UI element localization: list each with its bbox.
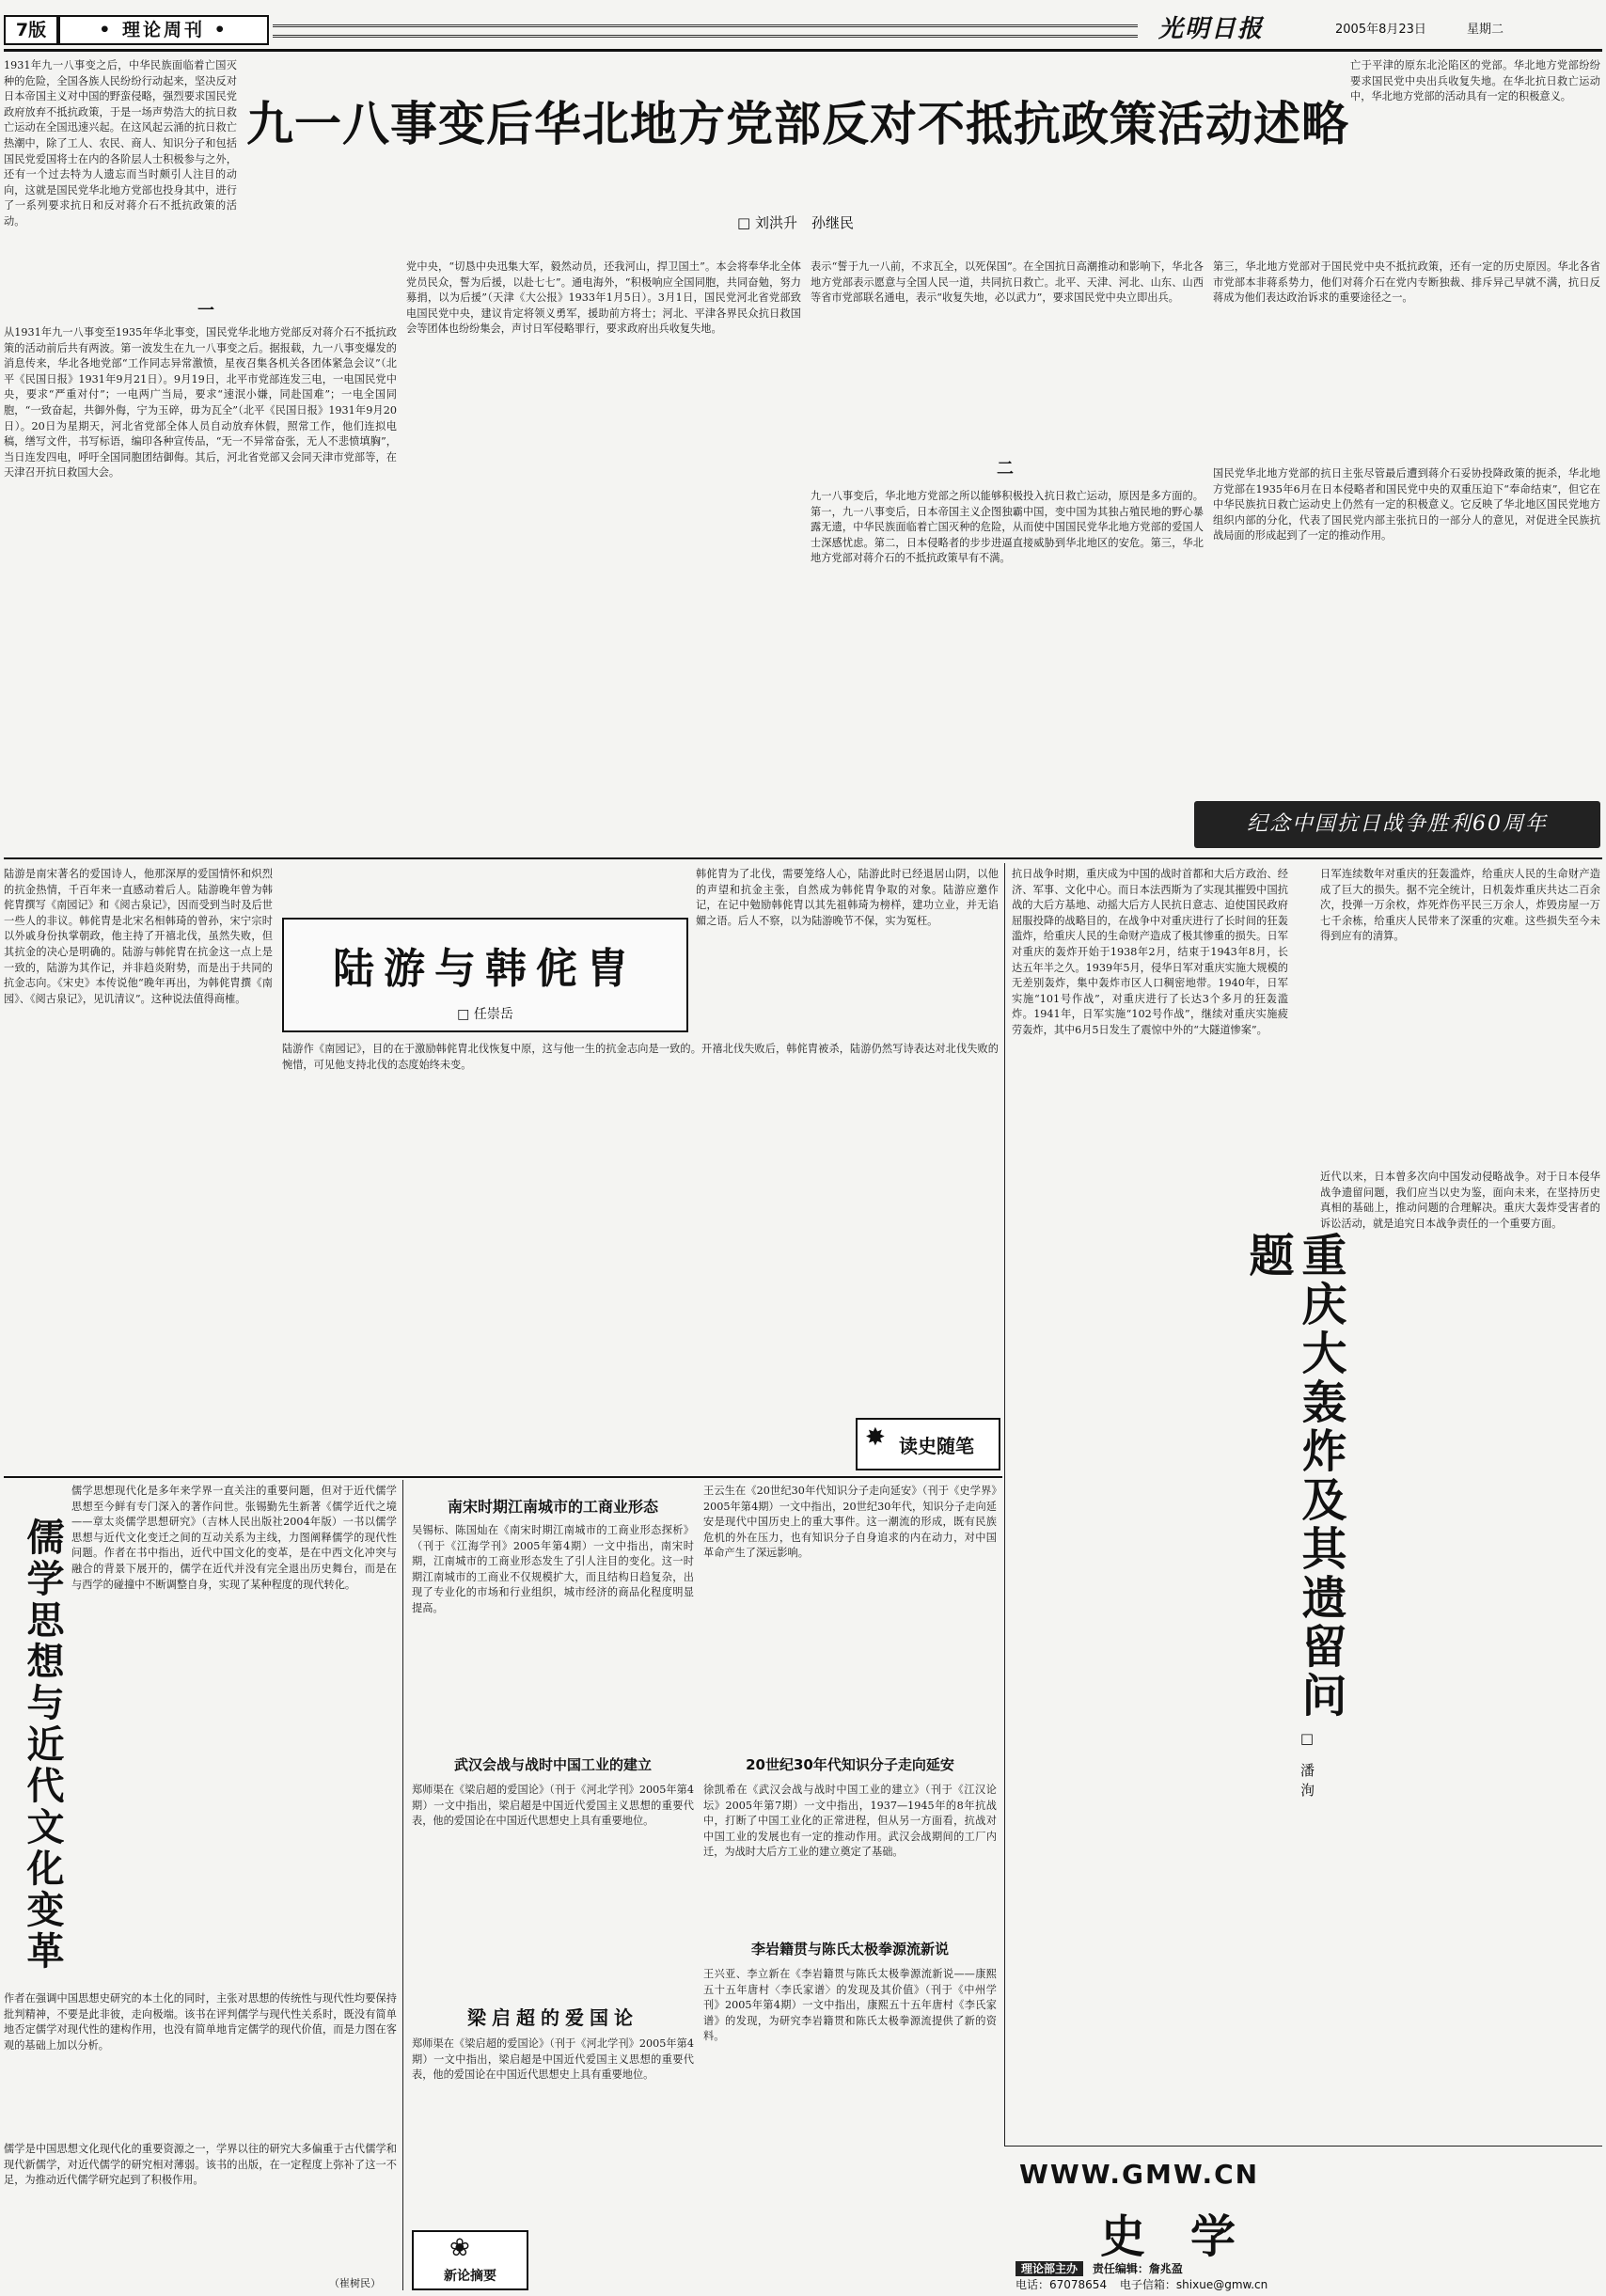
article1-right-top: 亡于平津的原东北沦陷区的党部。华北地方党部纷纷要求国民党中央出兵收复失地。在华北抗日救亡运动中，华北地方党部的活动具有一定的积极意义。 [1350, 59, 1600, 103]
masthead-ornament [273, 24, 1138, 38]
digest-item1-title: 南宋时期江南城市的工商业形态 [447, 1498, 658, 1516]
divider-upper [4, 857, 1602, 859]
article4-col3: 儒学是中国思想文化现代化的重要资源之一，学界以往的研究大多偏重于古代儒学和现代新儒学，对近代儒学的研究相对薄弱。该书的出版，在一定程度上弥补了这一不足，为推动近代儒学研究起到了积极作用。 [4, 2143, 397, 2187]
issue-date: 2005年8月23日 [1335, 23, 1426, 37]
article1-byline: □ 刘洪升 孙继民 [737, 214, 854, 231]
digest-item4-title: 梁启超的爱国论 [467, 2006, 638, 2029]
article1-col5: 九一八事变后，华北地方党部之所以能够积极投入抗日救亡运动，原因是多方面的。第一，九一八事变后，日本帝国主义企图独霸中国，变中国为其独占殖民地的野心暴露无遗，中华民族面临着亡国灭种的危险，从而使中国国民党华北地方党部的爱国人士深感忧虑。第二，日本侵略者的步步进逼直接威胁到华北地区的安危。第三，华北地方党部对蒋介石的不抵抗政策早有不满。 [811, 490, 1204, 565]
anniversary-banner-text: 纪念中国抗日战争胜利60周年 [1247, 812, 1548, 836]
article3-col3: 近代以来，日本曾多次向中国发动侵略战争。对于日本侵华战争遗留问题，我们应当以史为鉴，面向未来，在坚持历史真相的基础上，推动问题的合理解决。重庆大轰炸受害者的诉讼活动，就是追究日本战争责任的一个重要方面。 [1320, 1171, 1600, 1230]
digest-stamp [412, 2230, 528, 2290]
section-number-2: 二 [997, 459, 1014, 479]
contact-phone: 电话：67078654 [1016, 2278, 1108, 2291]
edition-number: 7版 [15, 20, 47, 40]
anniversary-banner [1194, 801, 1600, 848]
article2-col-c: 陆游作《南园记》，目的在于激励韩侂胄北伐恢复中原，这与他一生的抗金志向是一致的。开禧北伐失败后，韩侂胄被杀，陆游仍然写诗表达对北伐失败的惋惜，可见他支持北伐的态度始终未变。 [282, 1043, 999, 1071]
article1-col4: 第三，华北地方党部对于国民党中央不抵抗政策，还有一定的历史原因。华北各省市党部本非蒋系势力，他们对蒋介石在党内专断独裁、排斥异己早就不满，抗日反蒋成为他们表达政治诉求的重要途径之一。 [1213, 260, 1600, 305]
editor-name: 责任编辑：詹兆盈 [1092, 2262, 1183, 2275]
footer-credits [1016, 2260, 1598, 2290]
dept-label: 理论部主办 [1016, 2261, 1083, 2276]
article1-right-col: 国民党华北地方党部的抗日主张尽管最后遭到蒋介石妥协投降政策的扼杀，华北地方党部在1935年6月在日本侵略者和国民党中央的双重压迫下“奉命结束”，但它在中华民族抗日救亡运动史上仍然有一定的积极意义。它反映了华北地区国民党地方组织内部的分化，代表了国民党内部主张抗日的一部分人的意见，对促进全民族抗战局面的形成起到了一定的推动作用。 [1213, 467, 1600, 543]
article3-byline: □ 潘洵 [1299, 1730, 1315, 1802]
section-badge [58, 15, 269, 45]
article2-byline: □ 任崇岳 [457, 1007, 513, 1022]
article3-headline: 重庆大轰炸及其遗留问题 [1241, 1232, 1346, 1721]
article1-lead: 1931年九一八事变之后，中华民族面临着亡国灭种的危险，全国各族人民纷纷行动起来，坚决反对日本帝国主义对中国的野蛮侵略，强烈要求国民党政府放弃不抵抗政策，于是一场声势浩大的抗日救亡运动在全国迅速兴起。在这风起云涌的抗日救亡热潮中，除了工人、农民、商人、知识分子和包括国民党爱国将士在内的各阶层人士积极参与之外，还有一个过去特为人遗忘而当时颇引人注目的动向，这就是国民党华北地方党部也投身其中，进行了一系列要求抗日和反对蒋介石不抵抗政策的活动。 [4, 59, 237, 228]
article4-col1: 儒学思想现代化是多年来学界一直关注的重要问题，但对于近代儒学思想至今鲜有专门深入的著作问世。张锡勤先生新著《儒学近代之境——章太炎儒学思想研究》（吉林人民出版社2004年版）一书以儒学思想与近代文化变迁之间的互动关系为主线，力图阐释儒学的现代性问题。作者在书中指出，近代中国文化的变革，是在中西文化冲突与融合的背景下展开的，儒学在近代并没有完全退出历史舞台，而是在与西学的碰撞中不断调整自身，实现了某种程度的现代转化。 [71, 1485, 397, 1591]
article4-col2: 作者在强调中国思想史研究的本土化的同时，主张对思想的传统性与现代性均要保持批判精神，不要是此非彼，走向极端。该书在评判儒学与现代性关系时，既没有简单地否定儒学对现代性的建构作用，也没有简单地肯定儒学的现代价值，而是力图在客观的基础上加以分析。 [4, 1992, 397, 2052]
divider-chongqing-left [1004, 863, 1005, 2146]
digest-item1-body-cont: 王云生在《20世纪30年代知识分子走向延安》（刊于《史学界》2005年第4期）一文中指出，20世纪30年代，知识分子走向延安是现代中国历史上的重大事件。这一潮流的形成，既有民族危机的外在压力，也有知识分子自身追求的内在动力，对中国革命产生了深远影响。 [703, 1485, 997, 1560]
paper-logo: 光明日报 [1158, 15, 1265, 43]
masthead [0, 0, 1606, 56]
digest-item5-body: 王兴亚、李立新在《李岩籍贯与陈氏太极拳源流新说——康熙五十五年唐村〈李氏家谱〉的发现及其价值》（刊于《中州学刊》2005年第4期）一文中指出，康熙五十五年唐村《李氏家谱》的发现，为研究李岩籍贯和陈氏太极拳源流提供了新的资料。 [703, 1968, 997, 2043]
digest-stamp-label: 新论摘要 [444, 2269, 496, 2284]
article2-headline: 陆游与韩侂胄 [333, 945, 638, 993]
article1-col1: 从1931年九一八事变至1935年华北事变，国民党华北地方党部反对蒋介石不抵抗政策的活动前后共有两波。第一波发生在九一八事变之后。据报载，九一八事变爆发的消息传来，华北各地党部“工作同志异常激愤，星夜召集各机关各团体紧急会议”（北平《民国日报》1931年9月21日）。9月19日，北平市党部连发三电，一电国民党中央，要求“严重对付”；一电两广当局，要求“速泯小嫌，同赴国难”；一电全国同胞，“一致奋起，共御外侮，宁为玉碎，毋为瓦全”（北平《民国日报》1931年9月20日）。20日为星期天，河北省党部全体人员自动放弃休假，照常工作，他们连拟电稿，缮写文件，书写标语，编印各种宣传品，“无一不异常奋张，无人不悲愤填胸”，当日连发四电，呼吁全国同胞团结御侮。其后，河北省党部又会同天津市党部等，在天津召开抗日救国大会。 [4, 326, 397, 480]
section-name: • 理论周刊 • [99, 20, 228, 40]
footer-top-rule [1004, 2146, 1602, 2147]
digest-item4-body: 郑师渠在《梁启超的爱国论》（刊于《河北学刊》2005年第4期）一文中指出，梁启超是中国近代爱国主义思想的重要代表，他的爱国论在中国近代思想史上具有重要地位。 [412, 2037, 694, 2082]
article3-col1: 抗日战争时期，重庆成为中国的战时首都和大后方政治、经济、军事、文化中心。而日本法西斯为了实现其摧毁中国抗战的大后方基地、动摇大后方人民抗日意志、迫使国民政府屈服投降的战略目的，在战争中对重庆进行了长时间的狂轰滥炸，给重庆人民的生命财产造成了极其惨重的损失。日军对重庆的轰炸开始于1938年2月，结束于1943年8月，长达五年半之久。1939年5月，侵华日军对重庆实施大规模的无差别轰炸，集中轰炸市区人口稠密地带。1940年，日军实施“101号作战”，对重庆进行了长达3个多月的狂轰滥炸。1941年，日军实施“102号作战”，继续对重庆实施疲劳轰炸，其中6月5日发生了震惊中外的“大隧道惨案”。 [1012, 868, 1288, 1036]
article1-col2: 党中央，“切恳中央迅集大军，毅然动员，还我河山，捍卫国土”。本会将奉华北全体党员民众，誓为后援，以赴七七”。通电海外，“积极响应全国同胞，共同奋勉，努力募捐，以为后援”（天津《大公报》1933年1月5日）。3月1日，国民党河北省党部致电国民党中央，建议肯定将领义勇军，援助前方将士；河北、平津各界民众抗日救国会等团体也纷纷集会，声讨日军侵略罪行，要求政府出兵收复失地。 [406, 260, 801, 336]
edition-badge [4, 15, 58, 45]
digest-item2-body: 徐凯希在《武汉会战与战时中国工业的建立》（刊于《江汉论坛》2005年第7期）一文中指出，1937—1945年的8年抗战中，打断了中国工业化的正常进程，但从另一方面看，抗战对中国工业的发展也有一定的推动作用。武汉会战期间的工厂内迁，为战时大后方工业的建立奠定了基础。 [703, 1784, 997, 1859]
divider-lower [4, 1476, 1002, 1478]
article2-title-box [282, 918, 688, 1032]
article2-col-b: 韩侂胄为了北伐，需要笼络人心，陆游此时已经退居山阴，以他的声望和抗金主张，自然成为韩侂胄争取的对象。陆游应邀作记，在记中勉励韩侂胄以其先祖韩琦为榜样，建功立业，并无谄媚之语。后人不察，以为陆游晚节不保，实为冤枉。 [696, 868, 999, 927]
digest-item2-title: 20世纪30年代知识分子走向延安 [746, 1756, 954, 1773]
article3-col2: 日军连续数年对重庆的狂轰滥炸，给重庆人民的生命财产造成了巨大的损失。据不完全统计，日机轰炸重庆共达二百余次，投弹一万余枚，炸死炸伤平民三万余人，炸毁房屋一万七千余栋，给重庆人民带来了深重的灾难。这些损失至今未得到应有的清算。 [1320, 868, 1600, 943]
digest-item3-body: 郑师渠在《梁启超的爱国论》（刊于《河北学刊》2005年第4期）一文中指出，梁启超是中国近代爱国主义思想的重要代表，他的爱国论在中国近代思想史上具有重要地位。 [412, 1784, 694, 1828]
issue-weekday: 星期二 [1467, 23, 1504, 37]
divider-digest-left [402, 1480, 403, 2290]
section-number-1: 一 [197, 301, 214, 321]
article4-headline: 儒学思想与近代文化变革 [21, 1518, 64, 1973]
article2-lead-col: 陆游是南宋著名的爱国诗人，他那深厚的爱国情怀和炽烈的抗金热情，千百年来一直感动着后人。陆游晚年曾为韩侂胄撰写《南园记》和《阅古泉记》，因而受到当时及后世一些人的非议。韩侂胄是北宋名相韩琦的曾孙，宋宁宗时以外戚身份执掌朝政，他主持了开禧北伐，虽然失败，但其抗金的决心是明确的。陆游与韩侂胄在抗金这一点上是一致的，陆游为其作记，并非趋炎附势，而是出于共同的抗金志向。《宋史》本传说他“晚年再出，为韩侂胄撰《南园》、《阅古泉记》，见讥清议”。这种说法值得商榷。 [4, 868, 273, 1005]
article4-signature: （崔树民） [329, 2277, 381, 2289]
maple-leaf-icon: ✸ [865, 1423, 886, 1452]
flower-icon: ❀ [449, 2234, 470, 2262]
contact-email[interactable]: 电子信箱：shixue@gmw.cn [1119, 2278, 1268, 2291]
reading-notes-label: 读史随笔 [899, 1435, 974, 1457]
section-title-shixue: 史 学 [1100, 2210, 1236, 2263]
gmw-url[interactable]: WWW.GMW.CN [1019, 2159, 1260, 2190]
masthead-rule [4, 49, 1602, 52]
digest-item5-title: 李岩籍贯与陈氏太极拳源流新说 [750, 1941, 949, 1958]
article1-headline: 九一八事变后华北地方党部反对不抵抗政策活动述略 [246, 97, 1349, 151]
digest-item3-title: 武汉会战与战时中国工业的建立 [453, 1756, 652, 1773]
digest-item1-body: 吴锡标、陈国灿在《南宋时期江南城市的工商业形态探析》（刊于《江海学刊》2005年第4期）一文中指出，南宋时期，江南城市的工商业形态发生了引人注目的变化。这一时期江南城市的工商业不仅规模扩大，而且结构日趋复杂，出现了专业化的市场和行业组织，城市经济的商品化程度明显提高。 [412, 1524, 694, 1614]
reading-notes-stamp [856, 1418, 1000, 1470]
article1-col3: 表示“誓于九一八前，不求瓦全，以死保国”。在全国抗日高潮推动和影响下，华北各地方党部表示愿意与全国人民一道，共同抗日救亡。北平、天津、河北、山东、山西等省市党部联名通电，表示“收复失地，必以武力”，要求国民党中央立即出兵。 [811, 260, 1204, 305]
